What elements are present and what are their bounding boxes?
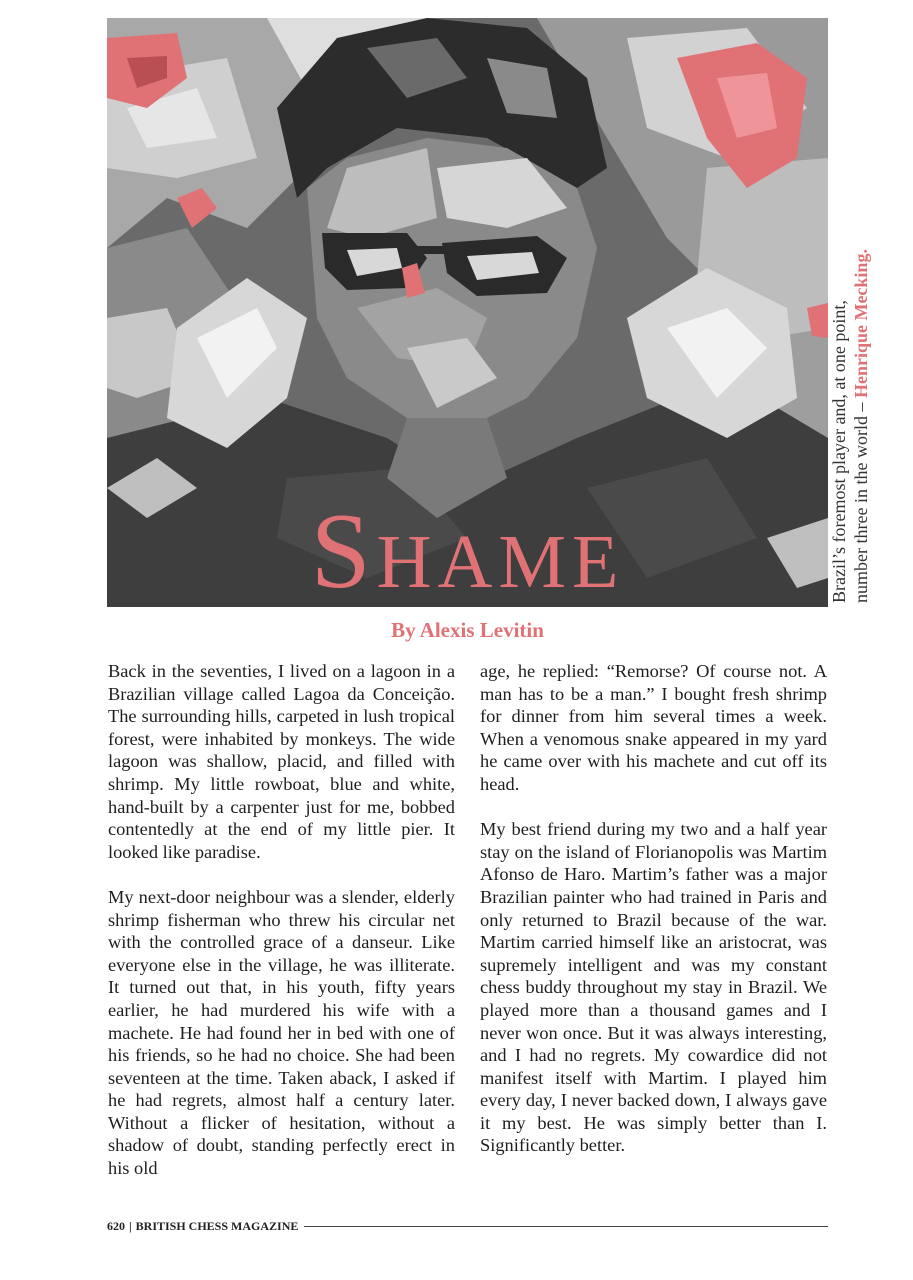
footer-rule xyxy=(304,1226,828,1227)
photo-caption-text xyxy=(828,18,878,607)
paragraph: Back in the seventies, I lived on a lagoon in a Brazilian village called Lagoa da Conceição. The surrounding hills, carpeted in lush tropical forest, were inhabited by monkeys. The wide lagoon was shallow, placid, and filled with shrimp. My little rowboat, blue and white, hand-built by a carpenter just for me, bobbed contentedly at the end of my little pier. It looked like paradise. xyxy=(108,661,455,862)
footer-separator: | xyxy=(129,1218,132,1233)
caption-player-name: Henrique Mecking. xyxy=(851,249,871,399)
magazine-name: BRITISH CHESS MAGAZINE xyxy=(135,1218,299,1233)
caption-line-2-prefix: number three in the world – xyxy=(851,398,871,603)
article-column-left xyxy=(108,660,455,1202)
photo-caption xyxy=(828,18,878,607)
article-title: Shame xyxy=(310,492,625,607)
caption-line-1: Brazil’s foremost player and, at one point, xyxy=(829,300,849,603)
caption-line-2 xyxy=(850,18,872,603)
paragraph: age, he replied: “Remorse? Of course not. A man has to be a man.” I bought fresh shrimp for dinner from him several times a week. When a venomous snake appeared in my yard he came over with his machete and cut off its head. xyxy=(480,661,827,794)
byline: By Alexis Levitin xyxy=(391,618,544,642)
page-footer xyxy=(107,1216,828,1236)
article-column-right xyxy=(480,660,827,1180)
paragraph: My best friend during my two and a half year stay on the island of Florianopolis was Martim Afonso de Haro. Martim’s father was a major Brazilian painter who had trained in Paris and only returned to Brazil because of the war. Martim carried himself like an aristocrat, was supremely intelligent and was my constant chess buddy throughout my stay in Brazil. We played more than a thousand games and I never won once. But it was always interesting, and I had no regrets. My cowardice did not manifest itself with Martim. I played him every day, I never backed down, I always gave it my best. He was simply better than I. Significantly better. xyxy=(480,819,827,1156)
paragraph: My next-door neighbour was a slender, elderly shrimp fisherman who threw his circular net with the controlled grace of a danseur. Like everyone else in the village, he was illiterate. It turned out that, in his youth, fifty years earlier, he had murdered his wife with a machete. He had found her in bed with one of his friends, so he had no choice. She had been seventeen at the time. Taken aback, I asked if he had regrets, almost half a century later. Without a flicker of hesitation, without a shadow of doubt, standing perfectly erect in his old xyxy=(108,886,455,1179)
hero-illustration xyxy=(107,18,828,607)
page-number: 620 xyxy=(107,1218,125,1233)
